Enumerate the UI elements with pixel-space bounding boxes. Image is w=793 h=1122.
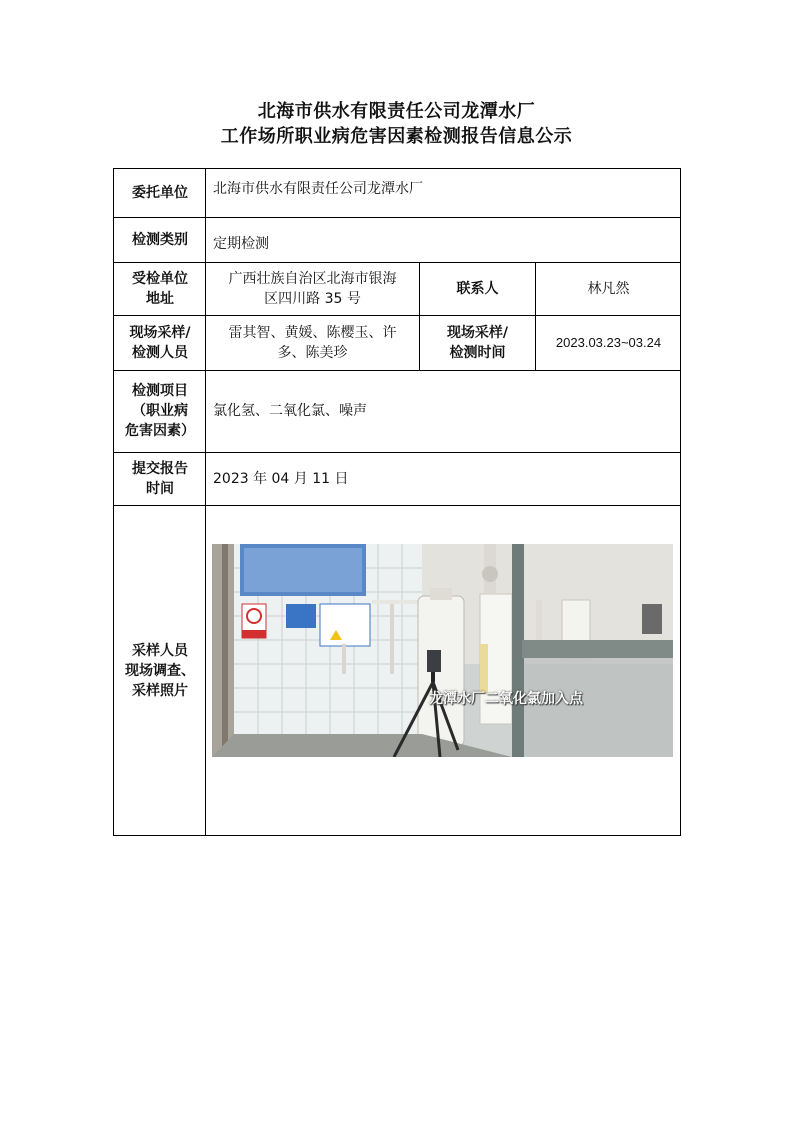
- site-photo: [212, 544, 673, 757]
- report-title-line1: 北海市供水有限责任公司龙潭水厂: [257, 101, 536, 122]
- address-value: 广西壮族自治区北海市银海 区四川路 35 号: [228, 270, 397, 307]
- items-label: 检测项目 （职业病 危害因素）: [125, 383, 195, 439]
- category-value: 定期检测: [213, 235, 269, 252]
- sampling-time-value: 2023.03.23~03.24: [555, 334, 662, 350]
- staff-value: 雷其智、黄媛、陈樱玉、许 多、陈美珍: [228, 324, 397, 361]
- sampling-time-label: 现场采样/ 检测时间: [446, 324, 509, 361]
- contact-label: 联系人: [456, 280, 499, 297]
- staff-label: 现场采样/ 检测人员: [129, 324, 191, 361]
- client-value: 北海市供水有限责任公司龙潭水厂: [213, 181, 423, 197]
- report-title-line2: 工作场所职业病危害因素检测报告信息公示: [220, 126, 573, 147]
- category-label: 检测类别: [132, 231, 188, 248]
- photos-label: 采样人员 现场调查、 采样照片: [125, 642, 195, 699]
- items-value: 氯化氢、二氧化氯、噪声: [213, 403, 367, 419]
- submit-label: 提交报告 时间: [132, 460, 188, 497]
- contact-value: 林凡然: [587, 280, 630, 297]
- address-label: 受检单位 地址: [132, 270, 188, 307]
- info-table: [113, 168, 681, 836]
- submit-value: 2023 年 04 月 11 日: [213, 470, 349, 487]
- photo-caption: 龙潭水厂二氧化氯加入点: [429, 691, 583, 707]
- client-label: 委托单位: [132, 185, 188, 201]
